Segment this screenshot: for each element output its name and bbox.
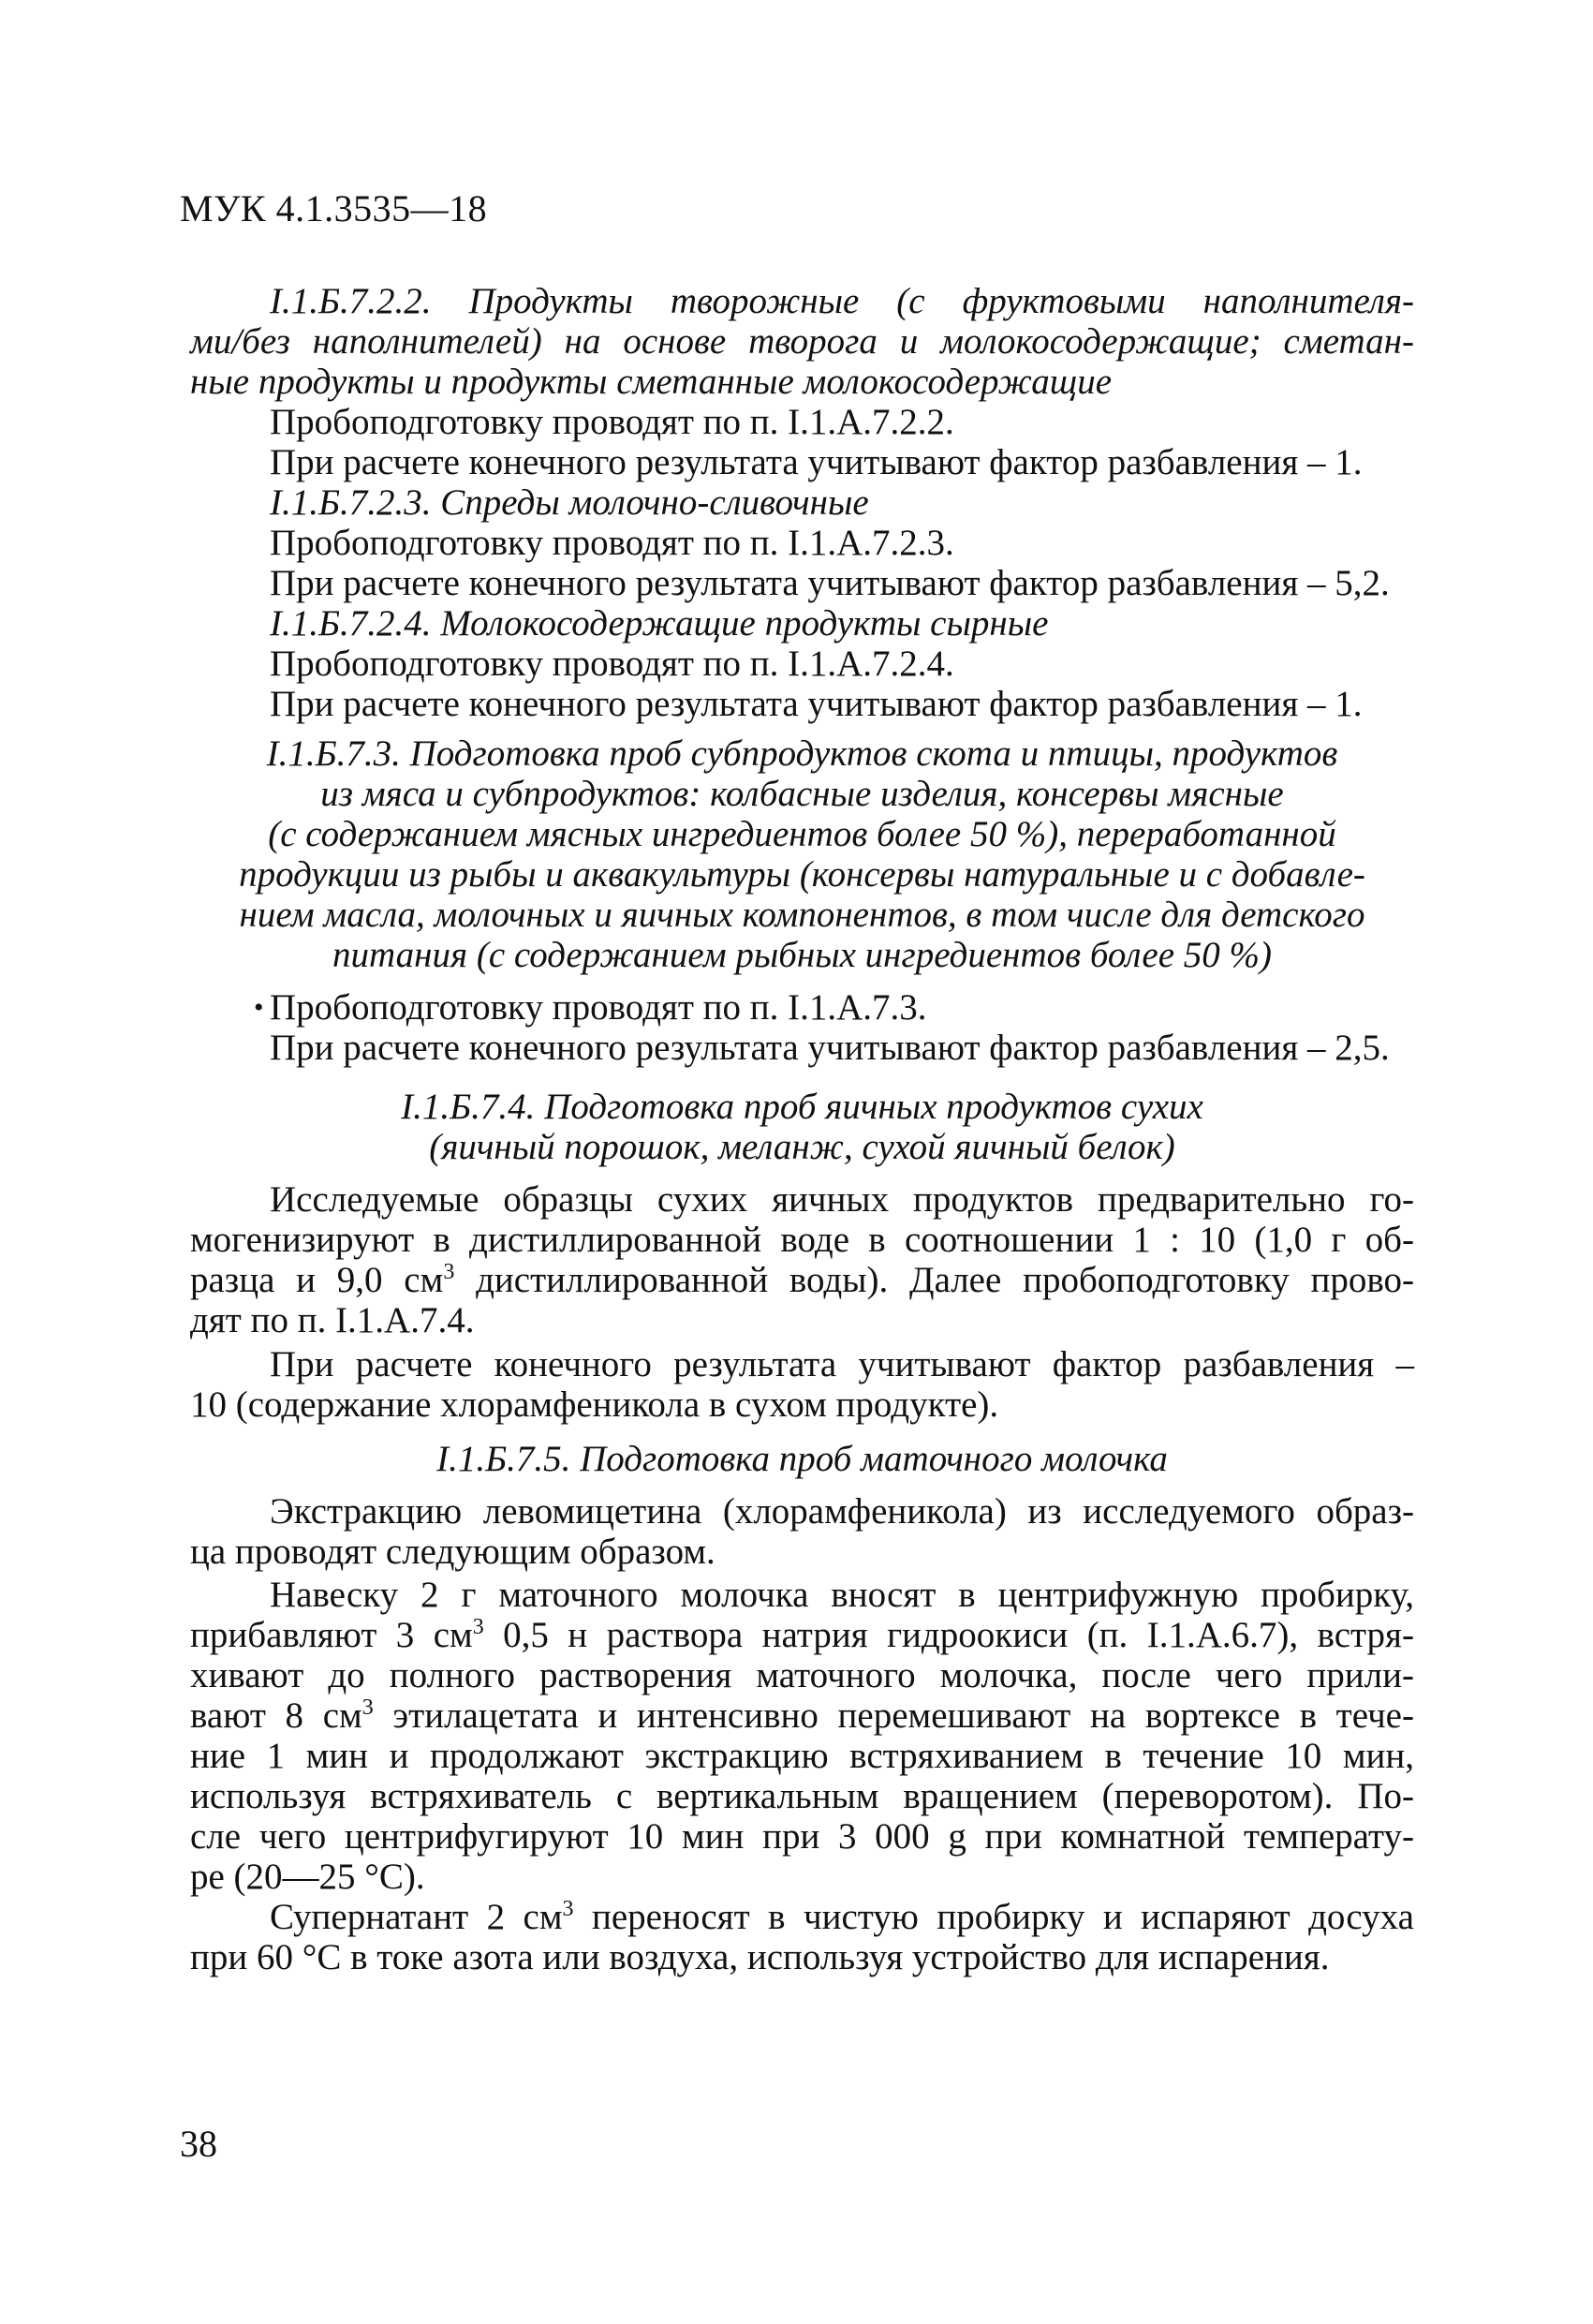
- dilution-factor-note: При расчете конечного результата учитывают фактор разбавления – 2,5.: [270, 1028, 1390, 1068]
- sample-prep-reference: [190, 987, 1414, 1028]
- section-title-7-5: I.1.Б.7.5. Подготовка проб маточного молочка: [436, 1439, 1168, 1479]
- paragraph-line: [190, 1695, 1414, 1736]
- paragraph-line: используя встряхиватель с вертикальным вращением (переворотом). По-: [190, 1776, 1414, 1816]
- section-7-4-heading: [190, 1087, 1414, 1167]
- section-title-7-2-4: I.1.Б.7.2.4. Молокосодержащие продукты сырные: [270, 603, 1049, 644]
- section-7-3-heading: [190, 733, 1414, 975]
- section-7-5-paragraph-1: [190, 1491, 1414, 1572]
- section-title-7-3-line-4: продукции из рыбы и аквакультуры (консервы натуральные и с добавле-: [239, 854, 1365, 895]
- section-7-5-paragraph-2: [190, 1575, 1414, 1897]
- text-fragment: 0,5 н раствора натрия гидроокиси (п. I.1.А.6.7), встря-: [483, 1615, 1414, 1655]
- text-fragment: Супернатант 2 см: [270, 1897, 563, 1937]
- paragraph-line: Исследуемые образцы сухих яичных продуктов предварительно го-: [270, 1179, 1414, 1220]
- section-title-7-3-line-1: I.1.Б.7.3. Подготовка проб субпродуктов скота и птицы, продуктов: [266, 733, 1338, 774]
- paragraph-line: 10 (содержание хлорамфеникола в сухом продукте).: [190, 1384, 999, 1425]
- paragraph-line: При расчете конечного результата учитывают фактор разбавления –: [270, 1344, 1414, 1384]
- document-code: МУК 4.1.3535—18: [180, 187, 488, 229]
- dilution-factor-note: При расчете конечного результата учитывают фактор разбавления – 5,2.: [270, 563, 1390, 603]
- section-title-7-2-2-line-2: ми/без наполнителей) на основе творога и молокосодержащие; сметан-: [190, 321, 1414, 362]
- superscript-cubed: 3: [443, 1260, 455, 1284]
- dilution-factor-note: При расчете конечного результата учитывают фактор разбавления – 1.: [270, 442, 1363, 482]
- text-fragment: дистиллированной воды). Далее пробоподготовку прово-: [454, 1260, 1414, 1300]
- paragraph-line: дят по п. I.1.А.7.4.: [190, 1300, 475, 1340]
- paragraph-line: при 60 °С в токе азота или воздуха, используя устройство для испарения.: [190, 1937, 1330, 1977]
- section-title-7-3-line-5: нием масла, молочных и яичных компонентов, в том числе для детского: [239, 895, 1365, 935]
- paragraph-line: Навеску 2 г маточного молочка вносят в центрифужную пробирку,: [270, 1575, 1414, 1615]
- dilution-factor-note: При расчете конечного результата учитывают фактор разбавления – 1.: [270, 684, 1363, 724]
- superscript-cubed: 3: [562, 1897, 574, 1921]
- section-7-5-paragraph-3: [190, 1897, 1414, 1977]
- section-title-7-3-line-3: (с содержанием мясных ингредиентов более 50 %), переработанной: [268, 814, 1336, 854]
- section-7-5-heading: [190, 1439, 1414, 1479]
- section-7-2-2-to-7-2-4: [190, 281, 1414, 724]
- section-title-7-4-line-1: I.1.Б.7.4. Подготовка проб яичных продуктов сухих: [401, 1087, 1203, 1127]
- paragraph-line: Экстракцию левомицетина (хлорамфеникола) из исследуемого образ-: [270, 1491, 1414, 1532]
- paragraph-line: ре (20—25 °С).: [190, 1857, 425, 1897]
- paragraph-line: [190, 1897, 1414, 1937]
- section-7-4-paragraph-1: [190, 1179, 1414, 1340]
- section-title-7-3-line-6: питания (с содержанием рыбных ингредиентов более 50 %): [332, 935, 1273, 975]
- section-title-7-2-2-line-3: ные продукты и продукты сметанные молокосодержащие: [190, 362, 1113, 402]
- text-fragment: разца и 9,0 см: [190, 1260, 444, 1300]
- section-7-3-body: [190, 987, 1414, 1068]
- paragraph-line: хивают до полного растворения маточного молочка, после чего прили-: [190, 1655, 1414, 1695]
- paragraph-line: сле чего центрифугируют 10 мин при 3 000 g при комнатной температу-: [190, 1816, 1414, 1857]
- sample-prep-reference: Пробоподготовку проводят по п. I.1.А.7.2.4.: [270, 644, 954, 684]
- section-title-7-2-3: I.1.Б.7.2.3. Спреды молочно-сливочные: [270, 482, 869, 523]
- text-fragment: этилацетата и интенсивно перемешивают на вортексе в тече-: [373, 1695, 1414, 1736]
- section-7-4-paragraph-2: [190, 1344, 1414, 1425]
- text-fragment: вают 8 см: [190, 1695, 362, 1736]
- text-fragment: прибавляют 3 см: [190, 1615, 473, 1655]
- paragraph-line: ние 1 мин и продолжают экстракцию встряхиванием в течение 10 мин,: [190, 1736, 1414, 1776]
- paragraph-line: [190, 1260, 1414, 1300]
- superscript-cubed: 3: [472, 1615, 484, 1639]
- superscript-cubed: 3: [361, 1695, 374, 1720]
- sample-prep-reference: Пробоподготовку проводят по п. I.1.А.7.2.2.: [270, 402, 954, 442]
- section-title-7-2-2-line-1: I.1.Б.7.2.2. Продукты творожные (с фруктовыми наполнителя-: [270, 281, 1414, 321]
- sample-prep-reference: Пробоподготовку проводят по п. I.1.А.7.2.3.: [270, 523, 954, 563]
- paragraph-line: [190, 1615, 1414, 1655]
- paragraph-line: могенизируют в дистиллированной воде в соотношении 1 : 10 (1,0 г об-: [190, 1220, 1414, 1260]
- bullet-mark: •: [254, 992, 264, 1023]
- paragraph-line: ца проводят следующим образом.: [190, 1532, 715, 1572]
- sample-prep-text: Пробоподготовку проводят по п. I.1.А.7.3.: [270, 987, 927, 1028]
- page-number: 38: [180, 2123, 217, 2165]
- section-title-7-3-line-2: из мяса и субпродуктов: колбасные изделия, консервы мясные: [320, 774, 1284, 814]
- section-title-7-4-line-2: (яичный порошок, меланж, сухой яичный белок): [429, 1127, 1175, 1167]
- text-fragment: переносят в чистую пробирку и испаряют досуха: [573, 1897, 1414, 1937]
